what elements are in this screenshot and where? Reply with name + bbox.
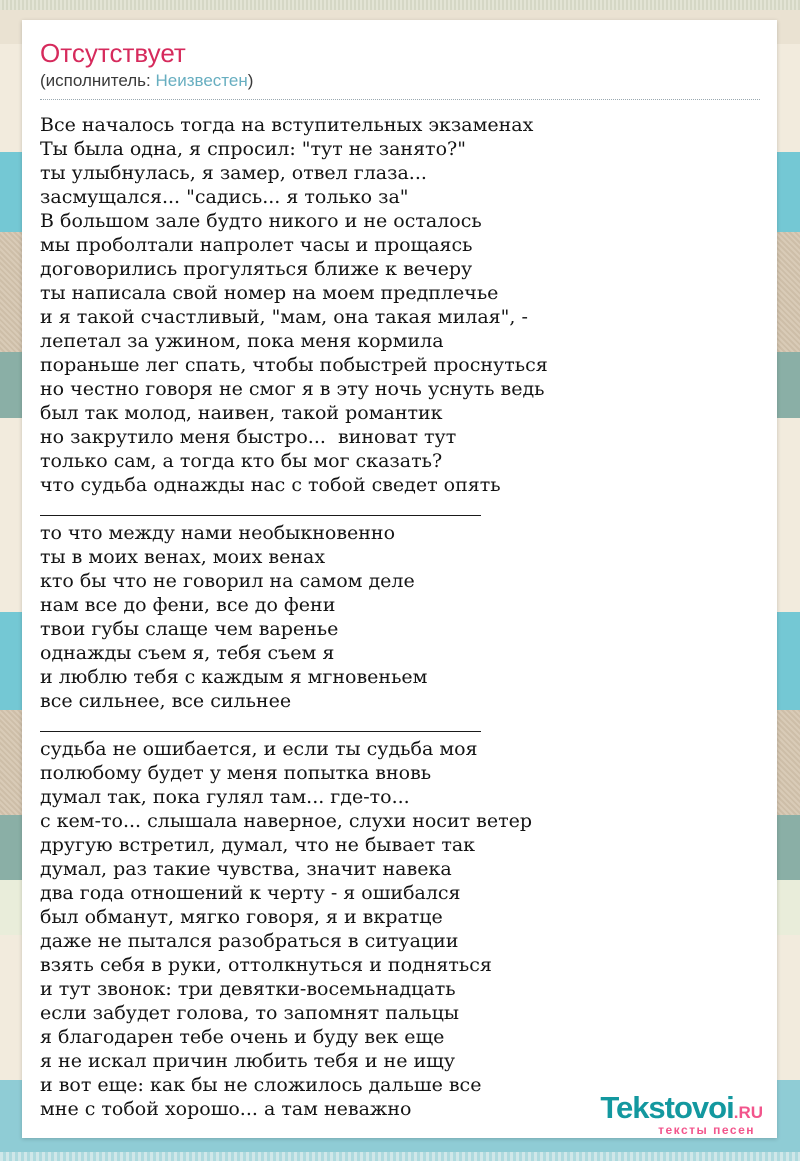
lyrics-line: но честно говоря не смог я в эту ночь уснуть ведь	[40, 378, 545, 400]
page-title: Отсутствует	[40, 38, 186, 68]
lyrics-line: судьба не ошибается, и если ты судьба моя	[40, 738, 478, 760]
lyrics-line: нам все до фени, все до фени	[40, 594, 336, 616]
lyrics-line: твои губы слаще чем варенье	[40, 618, 339, 640]
logo-tagline: тексты песен	[658, 1123, 755, 1137]
lyrics-line: все сильнее, все сильнее	[40, 690, 292, 712]
lyrics-line: Все началось тогда на вступительных экзаменах	[40, 114, 534, 136]
lyrics-separator	[40, 713, 760, 737]
lyrics-line: и люблю тебя с каждым я мгновеньем	[40, 666, 428, 688]
lyrics-line: однажды съем я, тебя съем я	[40, 642, 335, 664]
lyrics-separator	[40, 497, 760, 521]
lyrics-line: то что между нами необыкновенно	[40, 522, 396, 544]
lyrics	[40, 113, 760, 1121]
lyrics-line: думал так, пока гулял там... где-то...	[40, 786, 410, 808]
lyrics-line: ты в моих венах, моих венах	[40, 546, 326, 568]
lyrics-line: мы проболтали напролет часы и прощаясь	[40, 234, 473, 256]
lyrics-line: и тут звонок: три девятки-восемьнадцать	[40, 978, 456, 1000]
lyrics-line: договорились прогуляться ближе к вечеру	[40, 258, 473, 280]
lyrics-line: был так молод, наивен, такой романтик	[40, 402, 443, 424]
lyrics-line: с кем-то... слышала наверное, слухи носит ветер	[40, 810, 533, 832]
lyrics-line: но закрутило меня быстро... виноват тут	[40, 426, 457, 448]
lyrics-line: полюбому будет у меня попытка вновь	[40, 762, 432, 784]
lyrics-line: Ты была одна, я спросил: "тут не занято?"	[40, 138, 466, 160]
lyrics-line: засмущался... "садись... я только за"	[40, 186, 409, 208]
lyrics-line: и вот еще: как бы не сложилось дальше все	[40, 1074, 482, 1096]
logo-domain-suffix: .RU	[733, 1103, 763, 1122]
content-card	[22, 20, 777, 1138]
lyrics-line: пораньше лег спать, чтобы побыстрей проснуться	[40, 354, 548, 376]
lyrics-line: и я такой счастливый, "мам, она такая милая", -	[40, 306, 528, 328]
lyrics-line: лепетал за ужином, пока меня кормила	[40, 330, 444, 352]
lyrics-line: мне с тобой хорошо... а там неважно	[40, 1098, 412, 1120]
lyrics-line: ты написала свой номер на моем предплечье	[40, 282, 499, 304]
artist-link[interactable]: Неизвестен	[155, 71, 248, 90]
lyrics-line: ты улыбнулась, я замер, отвел глаза...	[40, 162, 427, 184]
lyrics-line: если забудет голова, то запомнят пальцы	[40, 1002, 459, 1024]
lyrics-line: только сам, а тогда кто бы мог сказать?	[40, 450, 443, 472]
artist-prefix: (исполнитель:	[40, 71, 156, 90]
logo-text: Tekstovoi	[600, 1090, 734, 1125]
lyrics-line: что судьба однажды нас с тобой сведет опять	[40, 474, 501, 496]
lyrics-line: я не искал причин любить тебя и не ищу	[40, 1050, 455, 1072]
logo-link[interactable]	[600, 1092, 763, 1136]
lyrics-line: взять себя в руки, оттолкнуться и подняться	[40, 954, 492, 976]
bg-stripe-bottom-stitch	[0, 1152, 800, 1161]
bg-stripe-top-stitch	[0, 0, 800, 10]
lyrics-line: я благодарен тебе очень и буду век еще	[40, 1026, 445, 1048]
artist-suffix: )	[247, 71, 254, 90]
song-header	[40, 38, 760, 100]
lyrics-line: В большом зале будто никого и не осталось	[40, 210, 482, 232]
lyrics-line: даже не пытался разобраться в ситуации	[40, 930, 459, 952]
artist-line	[40, 70, 760, 92]
lyrics-line: кто бы что не говорил на самом деле	[40, 570, 415, 592]
lyrics-line: был обманут, мягко говоря, я и вкратце	[40, 906, 443, 928]
lyrics-line: два года отношений к черту - я ошибался	[40, 882, 461, 904]
lyrics-line: другую встретил, думал, что не бывает так	[40, 834, 476, 856]
lyrics-line: думал, раз такие чувства, значит навека	[40, 858, 452, 880]
